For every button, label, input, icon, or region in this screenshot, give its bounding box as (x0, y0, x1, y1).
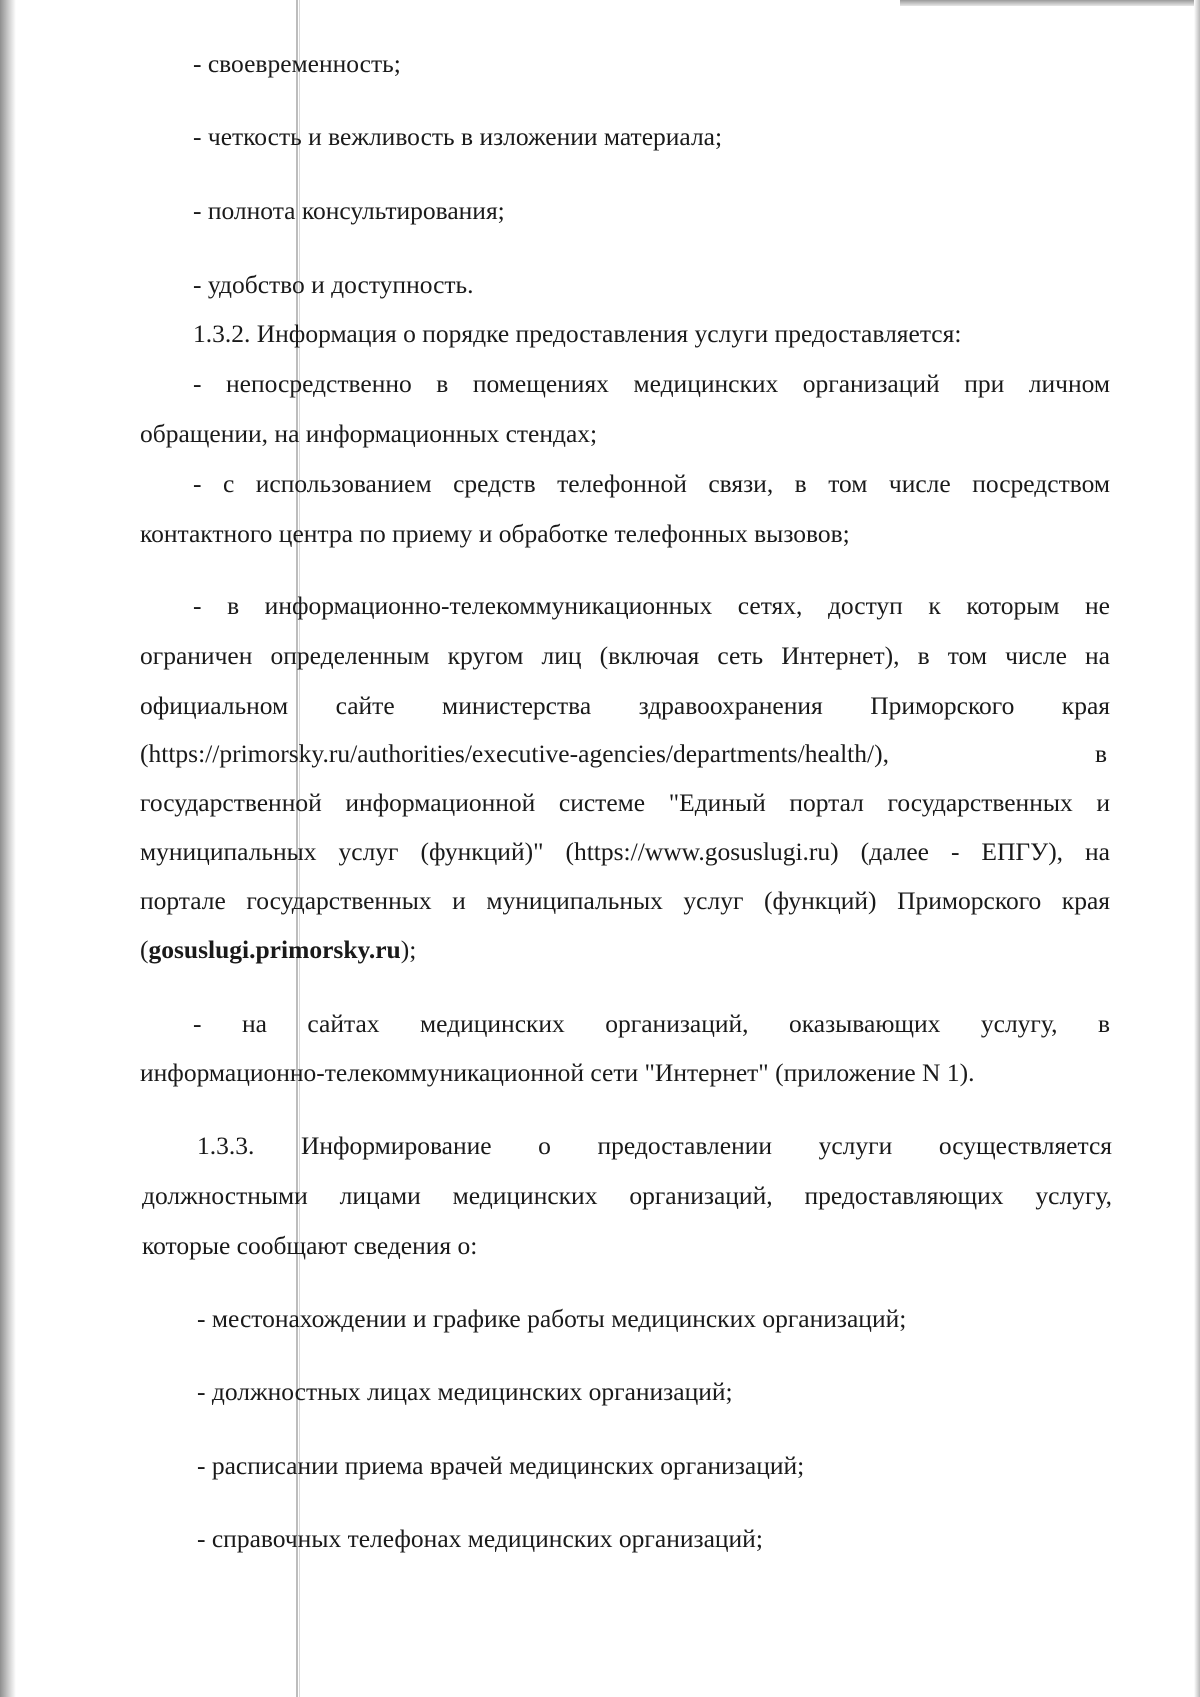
section-heading-1-3-3: 1.3.3. Информирование о предоставлении услуги осуществляется (197, 1131, 1112, 1160)
paragraph-line: - непосредственно в помещениях медицинских организаций при личном (193, 369, 1110, 398)
paragraph-line: должностными лицами медицинских организаций, предоставляющих услугу, (142, 1181, 1112, 1210)
paragraph-line: контактного центра по приему и обработке телефонных вызовов; (140, 519, 850, 548)
regional-portal-link: gosuslugi.primorsky.ru (148, 935, 401, 964)
section-heading-1-3-2: 1.3.2. Информация о порядке предоставления услуги предоставляется: (193, 319, 962, 348)
paragraph-line: - в информационно-телекоммуникационных сетях, доступ к которым не (193, 591, 1110, 620)
paragraph-word: в (1095, 739, 1108, 768)
paragraph-line: - на сайтах медицинских организаций, оказывающих услугу, в (193, 1009, 1110, 1038)
paragraph-line: официальном сайте министерства здравоохранения Приморского края (140, 691, 1110, 720)
paragraph-line: портале государственных и муниципальных услуг (функций) Приморского края (140, 886, 1110, 915)
paragraph-line: обращении, на информационных стендах; (140, 419, 598, 448)
list-item: - расписании приема врачей медицинских организаций; (197, 1451, 805, 1480)
paragraph-line: государственной информационной системе "Единый портал государственных и (140, 788, 1110, 817)
health-url: (https://primorsky.ru/authorities/executive-agencies/departments/health/), (140, 739, 889, 768)
list-item: - четкость и вежливость в изложении материала; (193, 122, 723, 151)
list-item: - своевременность; (193, 49, 401, 78)
paragraph-line: ограничен определенным кругом лиц (включая сеть Интернет), в том числе на (140, 641, 1110, 670)
list-item: - удобство и доступность. (193, 270, 474, 299)
paragraph-line: (gosuslugi.primorsky.ru); (140, 935, 417, 964)
list-item: - местонахождении и графике работы медицинских организаций; (197, 1304, 907, 1333)
scan-edge-top (900, 0, 1200, 6)
scan-edge-left (0, 0, 16, 1697)
paragraph-line: муниципальных услуг (функций)" (https://www.gosuslugi.ru) (далее - ЕПГУ), на (140, 837, 1110, 866)
paragraph-line: - с использованием средств телефонной связи, в том числе посредством (193, 469, 1110, 498)
list-item: - должностных лицах медицинских организаций; (197, 1377, 733, 1406)
paragraph-line: информационно-телекоммуникационной сети "Интернет" (приложение N 1). (140, 1058, 975, 1087)
list-item: - справочных телефонах медицинских организаций; (197, 1524, 763, 1553)
scan-edge-right (1194, 0, 1200, 1697)
paragraph-line: которые сообщают сведения о: (142, 1231, 478, 1260)
list-item: - полнота консультирования; (193, 196, 505, 225)
